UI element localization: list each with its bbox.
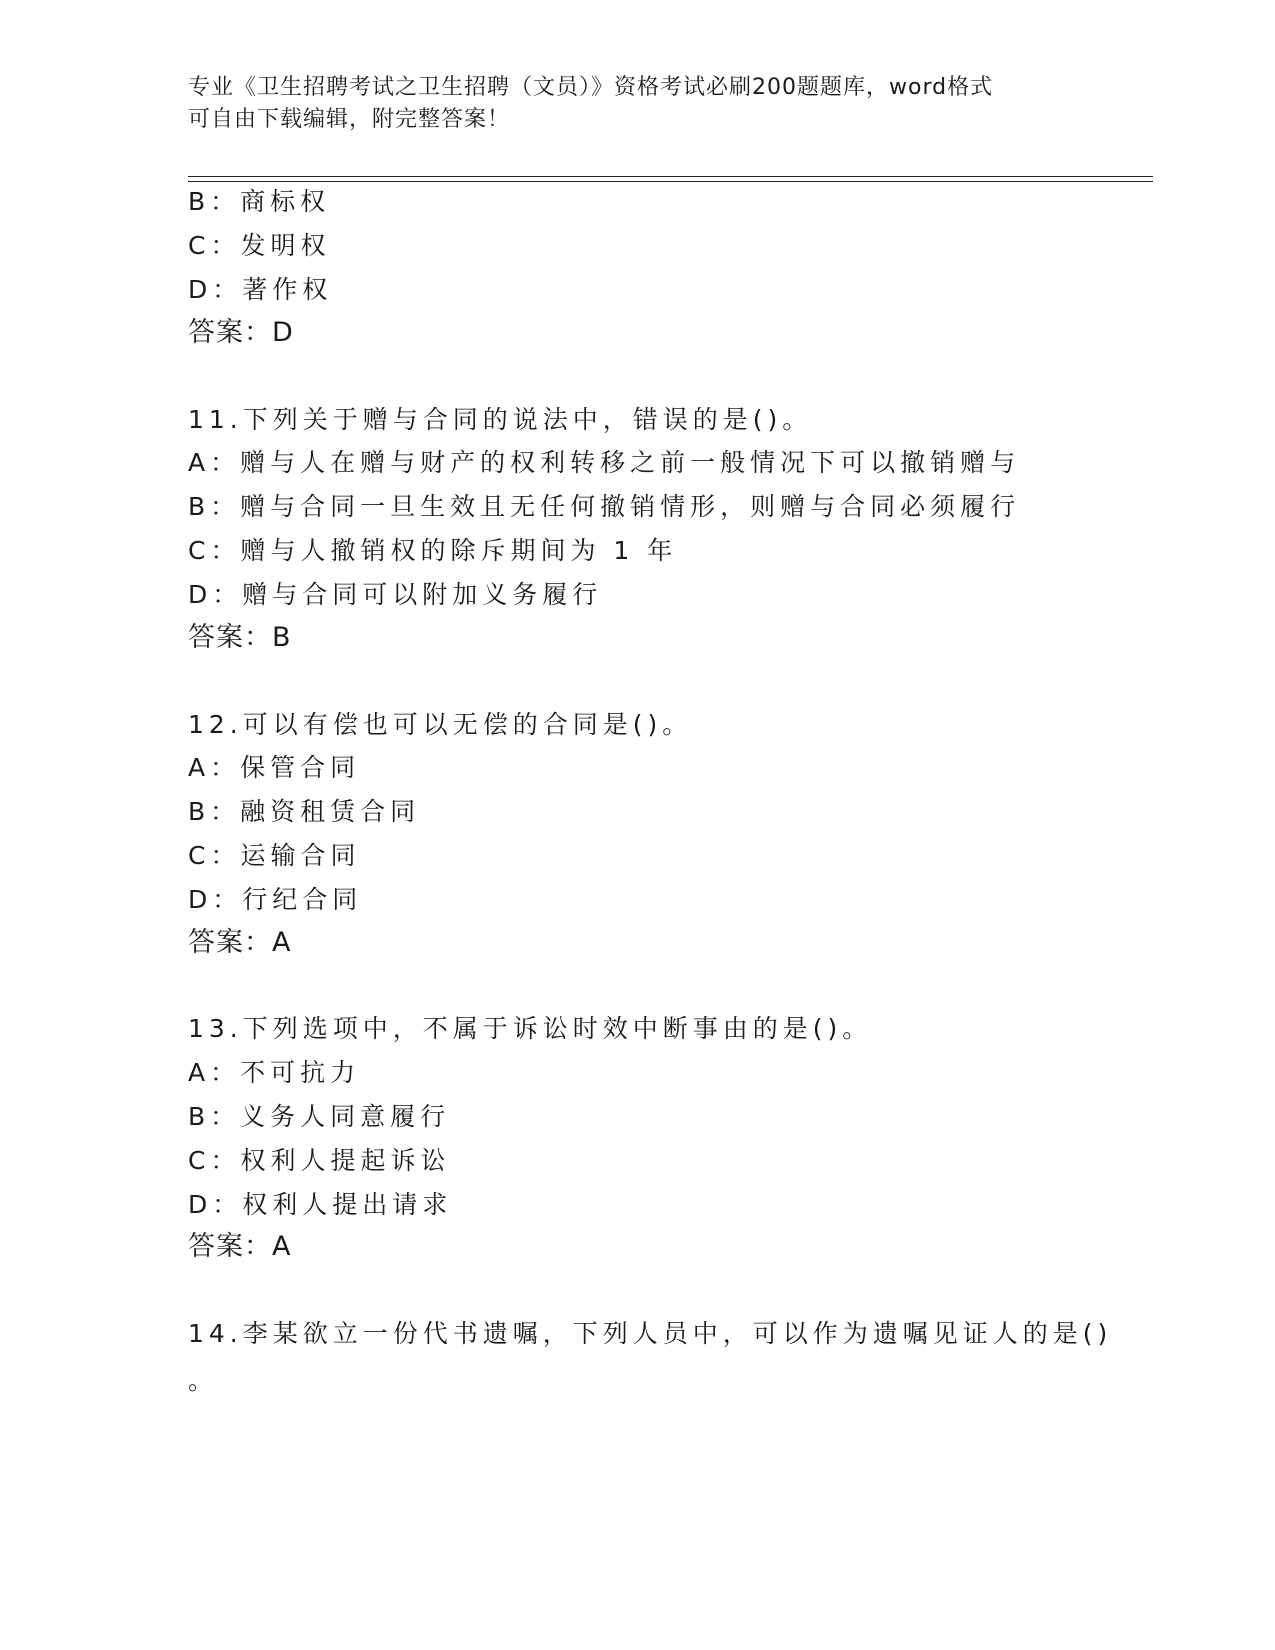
q12-option-a: A：保管合同 <box>188 753 361 782</box>
q14-stem: 14.李某欲立一份代书遗嘱，下列人员中，可以作为遗嘱见证人的是() <box>188 1319 1113 1348</box>
q11-option-d: D：赠与合同可以附加义务履行 <box>188 580 603 609</box>
q11-option-a: A：赠与人在赠与财产的权利转移之前一般情况下可以撤销赠与 <box>188 448 1021 477</box>
q13-option-b: B：义务人同意履行 <box>188 1102 451 1131</box>
q11-option-c: C：赠与人撤销权的除斥期间为 1 年 <box>188 536 678 565</box>
q11-stem: 11.下列关于赠与合同的说法中，错误的是()。 <box>188 405 813 434</box>
header-title-line-2: 可自由下载编辑，附完整答案！ <box>188 107 511 132</box>
q10-answer <box>188 318 293 348</box>
answer-value: D <box>272 317 293 348</box>
answer-label: 答案： <box>188 317 272 348</box>
answer-label: 答案： <box>188 927 272 958</box>
answer-label: 答案： <box>188 622 272 653</box>
q10-option-c: C：发明权 <box>188 231 331 260</box>
q12-option-b: B：融资租赁合同 <box>188 797 421 826</box>
answer-value: A <box>272 927 291 958</box>
header-divider-bottom <box>188 181 1153 182</box>
q13-answer <box>188 1232 290 1262</box>
answer-value: B <box>272 622 291 653</box>
q12-stem: 12.可以有偿也可以无偿的合同是()。 <box>188 710 693 739</box>
q13-option-a: A：不可抗力 <box>188 1058 361 1087</box>
q10-option-b: B：商标权 <box>188 187 331 216</box>
q13-option-d: D：权利人提出请求 <box>188 1190 453 1219</box>
q14-stem-continuation: 。 <box>188 1366 219 1395</box>
q12-answer <box>188 928 290 958</box>
q13-option-c: C：权利人提起诉讼 <box>188 1146 451 1175</box>
document-header <box>188 72 1088 136</box>
q11-answer <box>188 623 291 653</box>
q11-option-b: B：赠与合同一旦生效且无任何撤销情形，则赠与合同必须履行 <box>188 492 1021 521</box>
q10-option-d: D：著作权 <box>188 275 333 304</box>
q13-stem: 13.下列选项中，不属于诉讼时效中断事由的是()。 <box>188 1014 873 1043</box>
answer-label: 答案： <box>188 1231 272 1262</box>
header-title-line-1: 专业《卫生招聘考试之卫生招聘（文员）》资格考试必刷200题题库，word格式 <box>188 75 994 100</box>
q12-option-d: D：行纪合同 <box>188 885 363 914</box>
header-divider-top <box>188 176 1153 177</box>
answer-value: A <box>272 1231 291 1262</box>
q12-option-c: C：运输合同 <box>188 841 361 870</box>
